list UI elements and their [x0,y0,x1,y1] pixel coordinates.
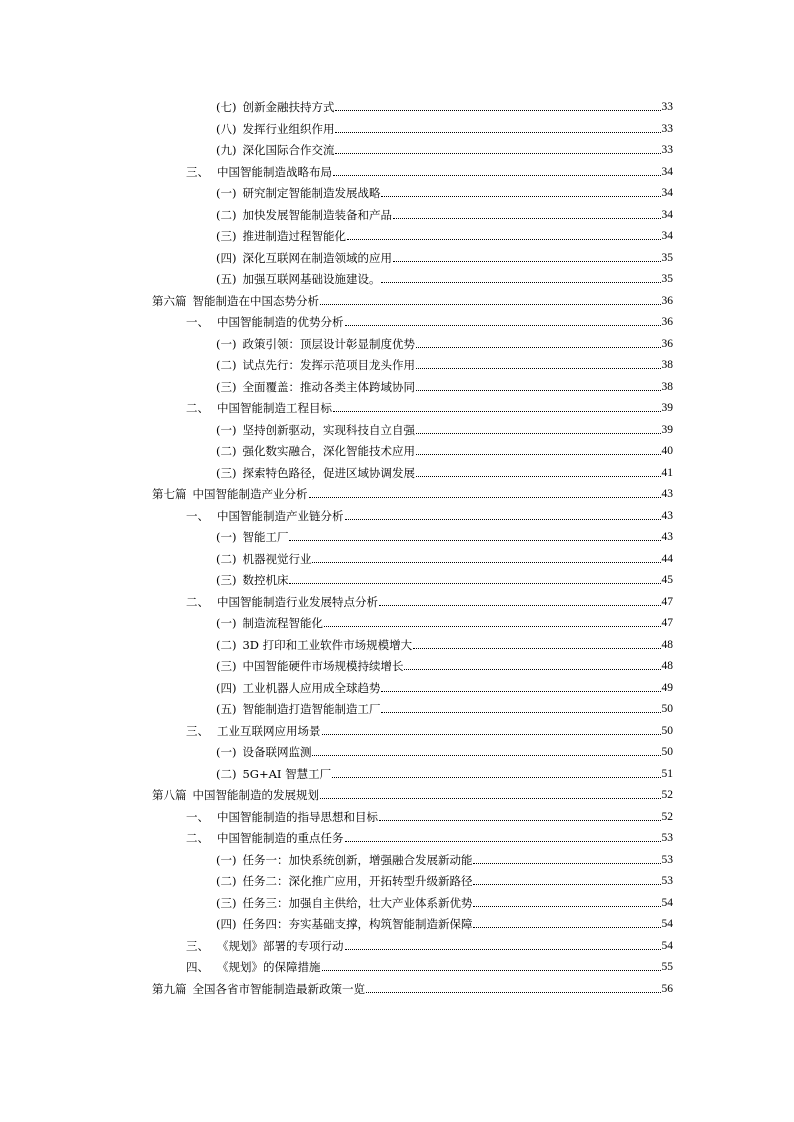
toc-entry-number: (四) [216,917,237,931]
toc-entry-number: (八) [216,121,237,136]
toc-dot-leader [393,218,661,219]
toc-page-number: 34 [661,230,673,242]
toc-page-number: 55 [661,961,673,973]
toc-entry-title: 工业互联网应用场景 [217,723,321,738]
toc-page-number: 38 [661,380,673,393]
toc-entry-number: (三) [216,229,237,243]
toc-entry-number: 二、 [186,594,209,609]
toc-entry-title: 任务二：深化推广应用，开拓转型升级新路径 [242,874,473,888]
toc-entry-number: 二、 [186,831,209,845]
toc-section-entry[interactable] [186,954,673,974]
toc-page-number: 43 [661,531,673,543]
toc-dot-leader [381,691,660,692]
toc-entry-number: (一) [216,852,237,867]
toc-dot-leader [381,712,660,713]
toc-entry-number: (五) [216,702,237,716]
toc-page-number: 41 [661,466,673,479]
toc-entry-number: 四、 [186,960,209,974]
toc-entry-number: (三) [216,895,237,910]
toc-entry-title: 《规划》部署的专项行动 [217,938,344,953]
toc-section-entry[interactable] [186,589,673,609]
toc-page-number: 52 [661,789,673,801]
toc-dot-leader [335,132,660,133]
toc-subsection-entry[interactable] [216,675,673,695]
toc-entry-number: (二) [216,444,237,458]
toc-subsection-entry[interactable] [216,137,673,157]
toc-section-entry[interactable] [186,718,673,738]
toc-part-entry[interactable] [152,782,673,802]
toc-entry-number: 一、 [186,315,209,329]
toc-subsection-entry[interactable] [216,696,673,716]
toc-subsection-entry[interactable] [216,653,673,673]
toc-entry-title: 工业机器人应用成全球趋势 [242,680,381,695]
toc-entry-number: (一) [216,616,237,630]
toc-page-number: 34 [661,165,673,178]
toc-dot-leader [347,239,661,240]
toc-subsection-entry[interactable] [216,847,673,867]
toc-entry-number: 一、 [186,508,209,523]
toc-page-number: 49 [661,681,673,694]
toc-dot-leader [379,820,661,821]
toc-subsection-entry[interactable] [216,245,673,265]
toc-entry-title: 设备联网监测 [242,745,312,759]
toc-page-number: 39 [661,402,673,414]
toc-entry-number: (三) [216,659,237,673]
toc-dot-leader [320,798,661,799]
toc-dot-leader [333,175,661,176]
toc-dot-leader [473,906,660,907]
toc-subsection-entry[interactable] [216,116,673,136]
toc-page-number: 54 [661,939,673,952]
toc-entry-title: 加强互联网基础设施建设。 [242,272,381,286]
toc-page-number: 33 [661,122,673,135]
toc-dot-leader [312,562,660,563]
toc-section-entry[interactable] [186,159,673,179]
toc-page-number: 48 [661,638,673,651]
toc-subsection-entry[interactable] [216,546,673,566]
toc-page-number: 56 [661,982,673,995]
toc-entry-title: 研究制定智能制造发展战略 [242,186,381,200]
toc-dot-leader [404,669,660,670]
toc-subsection-entry[interactable] [216,202,673,222]
toc-entry-title: 创新金融扶持方式 [242,100,335,114]
toc-dot-leader [345,841,661,842]
toc-entry-title: 任务一：加快系统创新，增强融合发展新动能 [242,852,473,867]
toc-section-entry[interactable] [186,804,673,824]
toc-dot-leader [366,992,661,993]
toc-page-number: 47 [661,617,673,629]
toc-entry-title: 坚持创新驱动，实现科技自立自强 [242,422,415,437]
toc-page-number: 35 [661,251,673,264]
toc-page-number: 48 [661,660,673,672]
toc-entry-number: 二、 [186,401,209,415]
toc-entry-number: (四) [216,250,237,265]
toc-entry-title: 中国智能制造的优势分析 [217,315,344,329]
toc-dot-leader [381,196,660,197]
toc-part-entry[interactable] [152,976,673,996]
toc-subsection-entry[interactable] [216,911,673,931]
toc-entry-title: 政策引领：顶层设计彰显制度优势 [242,336,415,351]
toc-entry-number: 第六篇 [152,293,187,308]
toc-section-entry[interactable] [186,825,673,845]
toc-entry-number: (一) [216,336,237,351]
toc-entry-title: 中国智能制造产业链分析 [217,508,344,523]
toc-section-entry[interactable] [186,503,673,523]
toc-dot-leader [309,497,661,498]
toc-page-number: 34 [661,208,673,221]
toc-entry-title: 加快发展智能制造装备和产品 [242,207,392,222]
toc-subsection-entry[interactable] [216,460,673,480]
toc-entry-title: 任务三：加强自主供给，壮大产业体系新优势 [242,895,473,910]
toc-page-number: 47 [661,595,673,608]
toc-dot-leader [345,519,661,520]
toc-entry-number: (三) [216,465,237,480]
toc-dot-leader [416,347,661,348]
toc-entry-title: 中国智能制造战略布局 [217,164,332,179]
toc-dot-leader [312,755,660,756]
toc-entry-number: 第八篇 [152,788,187,802]
toc-entry-number: (九) [216,143,237,157]
toc-page-number: 33 [661,101,673,113]
toc-dot-leader [473,863,660,864]
toc-section-entry[interactable] [186,309,673,329]
toc-subsection-entry[interactable] [216,761,673,781]
toc-dot-leader [289,583,660,584]
toc-entry-title: 智能制造在中国态势分析 [192,293,319,308]
toc-dot-leader [335,153,660,154]
toc-page-number: 51 [661,767,673,780]
toc-page-number: 39 [661,423,673,436]
toc-entry-number: (七) [216,100,237,114]
toc-dot-leader [393,261,661,262]
toc-entry-number: (一) [216,530,237,544]
toc-page-number: 45 [661,574,673,586]
toc-dot-leader [381,282,660,283]
toc-entry-number: (一) [216,186,237,200]
toc-page-number: 54 [661,896,673,909]
toc-dot-leader [416,390,661,391]
toc-dot-leader [473,884,660,885]
toc-entry-number: (四) [216,680,237,695]
toc-subsection-entry[interactable] [216,352,673,372]
toc-dot-leader [333,411,661,412]
toc-entry-title: 发挥行业组织作用 [242,121,335,136]
toc-entry-title: 深化互联网在制造领域的应用 [242,250,392,265]
toc-dot-leader [473,927,660,928]
toc-page-number: 36 [661,294,673,307]
toc-dot-leader [379,605,661,606]
toc-page-number: 44 [661,552,673,565]
toc-subsection-entry[interactable] [216,868,673,888]
toc-entry-title: 全面覆盖：推动各类主体跨域协同 [242,379,415,394]
toc-page-number: 36 [661,337,673,350]
toc-dot-leader [416,368,661,369]
toc-subsection-entry[interactable] [216,567,673,587]
toc-subsection-entry[interactable] [216,331,673,351]
toc-page-number: 38 [661,359,673,371]
toc-page-number: 33 [661,144,673,156]
toc-entry-number: (二) [216,766,237,781]
toc-page-number: 53 [661,853,673,866]
toc-entry-number: 三、 [186,164,209,179]
toc-entry-number: 第九篇 [152,981,187,996]
toc-entry-title: 中国智能制造的重点任务 [217,831,344,845]
toc-entry-number: (一) [216,745,237,759]
toc-entry-number: 三、 [186,938,209,953]
toc-subsection-entry[interactable] [216,632,673,652]
toc-dot-leader [416,476,661,477]
toc-dot-leader [322,970,661,971]
toc-page-number: 53 [661,875,673,887]
toc-entry-title: 中国智能制造行业发展特点分析 [217,594,378,609]
toc-dot-leader [332,777,660,778]
toc-subsection-entry[interactable] [216,890,673,910]
toc-subsection-entry[interactable] [216,524,673,544]
toc-entry-title: 试点先行：发挥示范项目龙头作用 [242,358,415,372]
toc-entry-title: 中国智能制造工程目标 [217,401,332,415]
toc-subsection-entry[interactable] [216,266,673,286]
toc-dot-leader [413,648,660,649]
toc-page-number: 54 [661,918,673,930]
toc-entry-number: (二) [216,358,237,372]
toc-page-number: 53 [661,832,673,844]
toc-entry-number: (二) [216,551,237,566]
toc-entry-title: 全国各省市智能制造最新政策一览 [192,981,365,996]
toc-subsection-entry[interactable] [216,739,673,759]
toc-entry-title: 智能制造打造智能制造工厂 [242,702,381,716]
toc-dot-leader [416,454,661,455]
toc-subsection-entry[interactable] [216,374,673,394]
toc-page-number: 50 [661,703,673,715]
toc-page-number: 40 [661,445,673,457]
toc-dot-leader [416,433,661,434]
toc-dot-leader [322,734,661,735]
toc-entry-number: (三) [216,573,237,587]
toc-entry-number: 第七篇 [152,487,187,501]
toc-subsection-entry[interactable] [216,223,673,243]
toc-page-number: 35 [661,273,673,285]
toc-entry-title: 探索特色路径，促进区域协调发展 [242,465,415,480]
toc-section-entry[interactable] [186,395,673,415]
toc-entry-title: 中国智能制造的发展规划 [192,788,319,802]
toc-entry-title: 中国智能制造产业分析 [192,487,308,501]
toc-dot-leader [345,325,661,326]
toc-entry-number: (三) [216,379,237,394]
toc-entry-title: 深化国际合作交流 [242,143,335,157]
toc-subsection-entry[interactable] [216,94,673,114]
toc-entry-title: 3D 打印和工业软件市场规模增大 [242,637,413,652]
toc-entry-number: (五) [216,272,237,286]
toc-part-entry[interactable] [152,288,673,308]
toc-page-number: 36 [661,316,673,328]
toc-entry-title: 制造流程智能化 [242,616,323,630]
toc-entry-number: 三、 [186,723,209,738]
toc-entry-title: 机器视觉行业 [242,551,312,566]
toc-page-number: 52 [661,810,673,823]
toc-section-entry[interactable] [186,933,673,953]
toc-page-number: 43 [661,509,673,522]
toc-subsection-entry[interactable] [216,610,673,630]
toc-page-number: 50 [661,724,673,737]
toc-entry-title: 任务四：夯实基础支撑，构筑智能制造新保障 [242,917,473,931]
toc-entry-number: (一) [216,422,237,437]
toc-subsection-entry[interactable] [216,438,673,458]
toc-page-number: 43 [661,488,673,500]
toc-dot-leader [324,626,661,627]
toc-entry-number: (二) [216,874,237,888]
toc-page-number: 34 [661,187,673,199]
toc-dot-leader [289,540,660,541]
toc-entry-title: 5G+AI 智慧工厂 [242,766,332,781]
toc-entry-title: 数控机床 [242,573,289,587]
toc-entry-title: 中国智能硬件市场规模持续增长 [242,659,404,673]
toc-dot-leader [335,110,660,111]
toc-entry-title: 《规划》的保障措施 [217,960,321,974]
toc-entry-title: 智能工厂 [242,530,289,544]
toc-entry-number: 一、 [186,809,209,824]
toc-part-entry[interactable] [152,481,673,501]
toc-page-number: 50 [661,746,673,758]
toc-entry-title: 推进制造过程智能化 [242,229,346,243]
toc-dot-leader [345,949,661,950]
toc-entry-title: 中国智能制造的指导思想和目标 [217,809,378,824]
toc-dot-leader [320,304,661,305]
toc-entry-number: (二) [216,637,237,652]
toc-entry-title: 强化数实融合，深化智能技术应用 [242,444,415,458]
toc-subsection-entry[interactable] [216,180,673,200]
toc-entry-number: (二) [216,207,237,222]
toc-subsection-entry[interactable] [216,417,673,437]
